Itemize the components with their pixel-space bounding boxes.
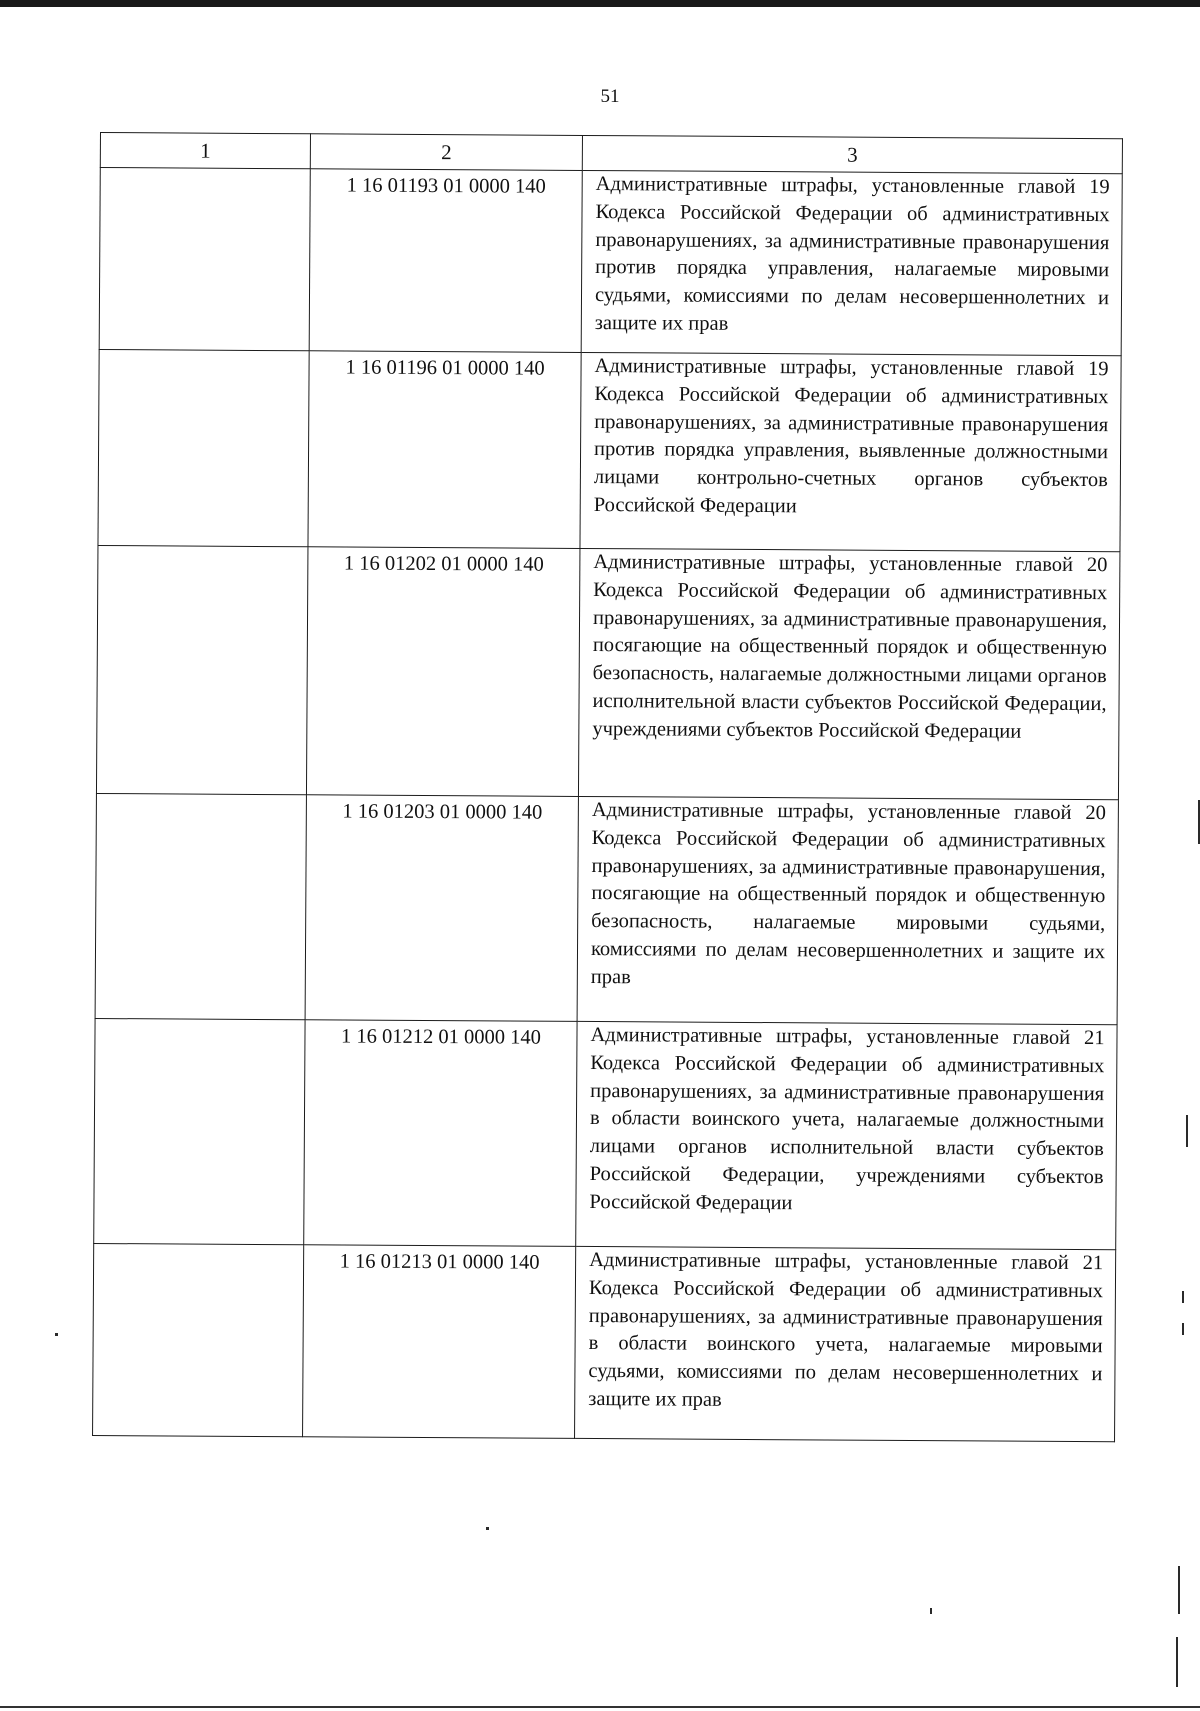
header-col-2: 2 [310,134,582,171]
table-row [96,545,1119,799]
scan-top-edge [0,0,1200,7]
scan-artifact-mark [1178,1566,1180,1614]
row-col1-cell [95,793,306,1019]
header-col-1: 1 [100,133,310,169]
revenue-description-cell: Административные штрафы, установленные главой 20 Кодекса Российской Федерации об административных правонарушениях, за административные правонарушения, посягающие на общественный порядок и общественную безопасность, налагаемые мировыми судьями, комиссиями по делам несовершеннолетних и защите их прав [577,796,1118,1024]
row-col1-cell [99,168,310,351]
row-col1-cell [94,1018,305,1244]
revenue-code-cell: 1 16 01193 01 0000 140 [309,169,582,353]
revenue-description-cell: Административные штрафы, установленные главой 19 Кодекса Российской Федерации об административных правонарушениях, за административные правонарушения против порядка управления, налагаемые мировыми судьями, комиссиями по делам несовершеннолетних и защите их прав [581,170,1122,355]
scan-artifact-mark [1182,1323,1184,1335]
table-row [94,1018,1117,1249]
row-col1-cell [96,545,308,794]
revenue-description-cell: Административные штрафы, установленные главой 19 Кодекса Российской Федерации об административных правонарушениях, за административные правонарушения против порядка управления, выявленные должностными лицами контрольно-счетных органов субъектов Российской Федерации [580,352,1121,551]
scan-artifact-dot [930,1608,932,1614]
scan-artifact-mark [1182,1291,1184,1303]
revenue-description-cell: Административные штрафы, установленные главой 21 Кодекса Российской Федерации об административных правонарушениях, за административные правонарушения в области воинского учета, налагаемые мировыми судьями, комиссиями по делам несовершеннолетних и защите их прав [575,1246,1116,1441]
scan-artifact-dot [486,1527,489,1530]
revenue-code-cell: 1 16 01212 01 0000 140 [304,1020,577,1247]
table-row [95,793,1118,1024]
scan-bottom-edge [0,1706,1200,1708]
table-row [98,349,1121,551]
row-col1-cell [93,1243,304,1436]
revenue-code-cell: 1 16 01203 01 0000 140 [305,795,578,1022]
table-row [93,1243,1116,1441]
table-row [99,168,1122,356]
row-col1-cell [98,349,309,546]
scan-artifact-dot [55,1333,58,1336]
header-col-3: 3 [582,135,1122,173]
page-number: 51 [600,86,620,107]
budget-classification-table [92,132,1123,1442]
scan-artifact-mark [1186,1115,1188,1147]
revenue-code-cell: 1 16 01196 01 0000 140 [308,351,581,549]
revenue-code-cell: 1 16 01213 01 0000 140 [303,1245,576,1439]
revenue-code-cell: 1 16 01202 01 0000 140 [306,547,580,797]
revenue-description-cell: Административные штрафы, установленные главой 21 Кодекса Российской Федерации об административных правонарушениях, за административные правонарушения в области воинского учета, налагаемые должностными лицами органов исполнительной власти субъектов Российской Федерации, учреждениями субъектов Российской Федерации [576,1021,1117,1249]
revenue-description-cell: Административные штрафы, установленные главой 20 Кодекса Российской Федерации об административных правонарушениях, за административные правонарушения, посягающие на общественный порядок и общественную безопасность, налагаемые должностными лицами органов исполнительной власти субъектов Российской Федерации, учреждениями субъектов Российской Федерации [578,548,1120,799]
scan-artifact-mark [1176,1637,1178,1687]
